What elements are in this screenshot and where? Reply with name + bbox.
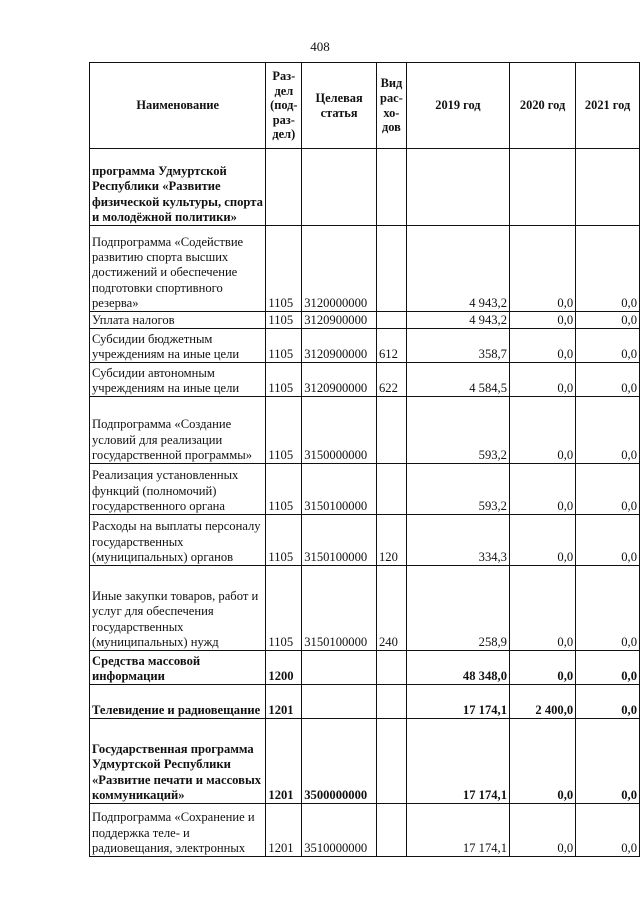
row-section: 1105 [266, 226, 302, 312]
row-value-2019: 358,7 [406, 329, 509, 363]
row-target [302, 685, 377, 719]
table-header-row [90, 63, 640, 149]
table-row [90, 397, 640, 464]
row-value-2020: 0,0 [509, 363, 575, 397]
row-value-2021: 0,0 [576, 329, 640, 363]
row-section: 1201 [266, 719, 302, 804]
row-section: 1105 [266, 566, 302, 651]
row-value-2021: 0,0 [576, 804, 640, 857]
row-name: Уплата налогов [90, 312, 266, 329]
row-value-2020: 0,0 [509, 312, 575, 329]
row-name: Реализация установленных функций (полномочий) государственного органа [90, 464, 266, 515]
row-expense-type: 240 [376, 566, 406, 651]
row-value-2020: 0,0 [509, 566, 575, 651]
row-expense-type [376, 226, 406, 312]
row-target [302, 149, 377, 226]
row-expense-type [376, 651, 406, 685]
header-2020: 2020 год [509, 63, 575, 149]
row-value-2021 [576, 149, 640, 226]
row-expense-type: 622 [376, 363, 406, 397]
row-value-2021: 0,0 [576, 363, 640, 397]
row-target: 3510000000 [302, 804, 377, 857]
table-row [90, 719, 640, 804]
row-section: 1105 [266, 397, 302, 464]
header-section: Раз- дел (под- раз- дел) [266, 63, 302, 149]
row-expense-type: 612 [376, 329, 406, 363]
header-expense-type: Вид рас- хо- дов [376, 63, 406, 149]
row-expense-type [376, 312, 406, 329]
table-row [90, 685, 640, 719]
row-value-2019: 4 943,2 [406, 226, 509, 312]
table-body [90, 149, 640, 857]
row-target: 3150100000 [302, 566, 377, 651]
row-name: Субсидии бюджетным учреждениям на иные цели [90, 329, 266, 363]
row-value-2021: 0,0 [576, 226, 640, 312]
table-row [90, 651, 640, 685]
row-value-2019: 258,9 [406, 566, 509, 651]
table-row [90, 363, 640, 397]
row-name: Подпрограмма «Сохранение и поддержка теле- и радиовещания, электронных [90, 804, 266, 857]
row-expense-type: 120 [376, 515, 406, 566]
row-value-2019: 17 174,1 [406, 719, 509, 804]
row-value-2021: 0,0 [576, 515, 640, 566]
row-target [302, 651, 377, 685]
row-name: Средства массовой информации [90, 651, 266, 685]
row-name: Подпрограмма «Содействие развитию спорта высших достижений и обеспечение подготовки спортивного резерва» [90, 226, 266, 312]
row-value-2019: 593,2 [406, 464, 509, 515]
row-section: 1201 [266, 685, 302, 719]
row-name: Субсидии автономным учреждениям на иные цели [90, 363, 266, 397]
table-row [90, 226, 640, 312]
row-value-2019: 4 943,2 [406, 312, 509, 329]
row-value-2021: 0,0 [576, 719, 640, 804]
row-expense-type [376, 685, 406, 719]
table-row [90, 464, 640, 515]
row-name: Телевидение и радиовещание [90, 685, 266, 719]
header-name: Наименование [90, 63, 266, 149]
row-value-2020: 0,0 [509, 719, 575, 804]
row-target: 3500000000 [302, 719, 377, 804]
row-section: 1105 [266, 464, 302, 515]
row-value-2021: 0,0 [576, 312, 640, 329]
header-2021: 2021 год [576, 63, 640, 149]
row-name: Расходы на выплаты персоналу государственных (муниципальных) органов [90, 515, 266, 566]
header-target: Целевая статья [302, 63, 377, 149]
table-row [90, 149, 640, 226]
row-expense-type [376, 149, 406, 226]
row-section: 1105 [266, 312, 302, 329]
row-value-2019: 334,3 [406, 515, 509, 566]
row-value-2021: 0,0 [576, 685, 640, 719]
row-value-2019: 17 174,1 [406, 685, 509, 719]
table-row [90, 515, 640, 566]
row-name: Подпрограмма «Создание условий для реализации государственной программы» [90, 397, 266, 464]
row-value-2020: 0,0 [509, 651, 575, 685]
row-expense-type [376, 464, 406, 515]
row-expense-type [376, 804, 406, 857]
row-section: 1200 [266, 651, 302, 685]
row-target: 3120900000 [302, 329, 377, 363]
budget-table [89, 62, 640, 857]
row-value-2020: 0,0 [509, 464, 575, 515]
row-target: 3150100000 [302, 464, 377, 515]
row-value-2021: 0,0 [576, 397, 640, 464]
table-row [90, 312, 640, 329]
row-name: Государственная программа Удмуртской Республики «Развитие печати и массовых коммуникаций» [90, 719, 266, 804]
row-value-2020: 0,0 [509, 804, 575, 857]
row-target: 3150100000 [302, 515, 377, 566]
row-section: 1105 [266, 329, 302, 363]
table-row [90, 329, 640, 363]
row-section: 1201 [266, 804, 302, 857]
page-number: 408 [310, 39, 330, 54]
row-value-2020: 0,0 [509, 226, 575, 312]
row-value-2020 [509, 149, 575, 226]
row-value-2019: 593,2 [406, 397, 509, 464]
row-value-2021: 0,0 [576, 464, 640, 515]
row-section: 1105 [266, 363, 302, 397]
table-row [90, 804, 640, 857]
row-name: программа Удмуртской Республики «Развитие физической культуры, спорта и молодёжной политики» [90, 149, 266, 226]
row-value-2019 [406, 149, 509, 226]
row-value-2020: 0,0 [509, 515, 575, 566]
row-value-2019: 48 348,0 [406, 651, 509, 685]
row-value-2020: 0,0 [509, 329, 575, 363]
row-value-2020: 2 400,0 [509, 685, 575, 719]
header-2019: 2019 год [406, 63, 509, 149]
row-value-2019: 4 584,5 [406, 363, 509, 397]
row-value-2021: 0,0 [576, 651, 640, 685]
row-section [266, 149, 302, 226]
row-target: 3120900000 [302, 363, 377, 397]
row-target: 3120900000 [302, 312, 377, 329]
row-section: 1105 [266, 515, 302, 566]
row-name: Иные закупки товаров, работ и услуг для обеспечения государственных (муниципальных) нужд [90, 566, 266, 651]
row-expense-type [376, 397, 406, 464]
row-value-2020: 0,0 [509, 397, 575, 464]
table-row [90, 566, 640, 651]
row-value-2019: 17 174,1 [406, 804, 509, 857]
row-expense-type [376, 719, 406, 804]
row-target: 3120000000 [302, 226, 377, 312]
row-target: 3150000000 [302, 397, 377, 464]
row-value-2021: 0,0 [576, 566, 640, 651]
